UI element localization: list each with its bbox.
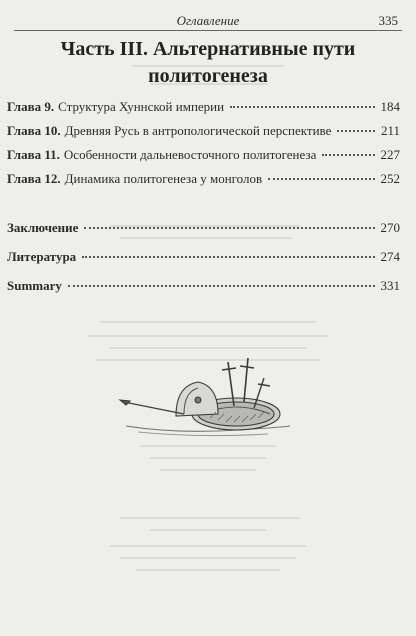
entry-page: 331	[380, 278, 400, 293]
entry-title: Summary	[7, 278, 62, 293]
section-title: Оглавление	[176, 13, 240, 28]
chapter-page: 211	[380, 123, 400, 138]
chapter-title: Древняя Русь в антропологической перспективе	[64, 123, 332, 138]
entry-title: Заключение	[7, 220, 79, 235]
page-number: 335	[378, 13, 398, 28]
chapter-number: Глава 10.	[7, 123, 61, 138]
chapter-number: Глава 9.	[7, 99, 55, 114]
chapter-title: Особенности дальневосточного политогенеза	[63, 147, 317, 162]
chapter-page: 227	[380, 147, 400, 162]
entry-page: 274	[380, 249, 400, 264]
entry-page: 270	[380, 220, 400, 235]
chapter-number: Глава 12.	[7, 171, 61, 186]
entry-title: Литература	[7, 249, 77, 264]
chapter-number: Глава 11.	[7, 147, 60, 162]
chapter-page: 252	[380, 171, 400, 186]
helmet-shield-swords-icon	[118, 356, 294, 440]
chapter-page: 184	[380, 99, 400, 114]
part-title-line-1: Часть III. Альтернативные пути	[60, 38, 356, 60]
part-title-line-2: политогенеза	[148, 65, 268, 87]
chapter-title: Динамика политогенеза у монголов	[64, 171, 263, 186]
chapter-title: Структура Хуннской империи	[58, 99, 225, 114]
